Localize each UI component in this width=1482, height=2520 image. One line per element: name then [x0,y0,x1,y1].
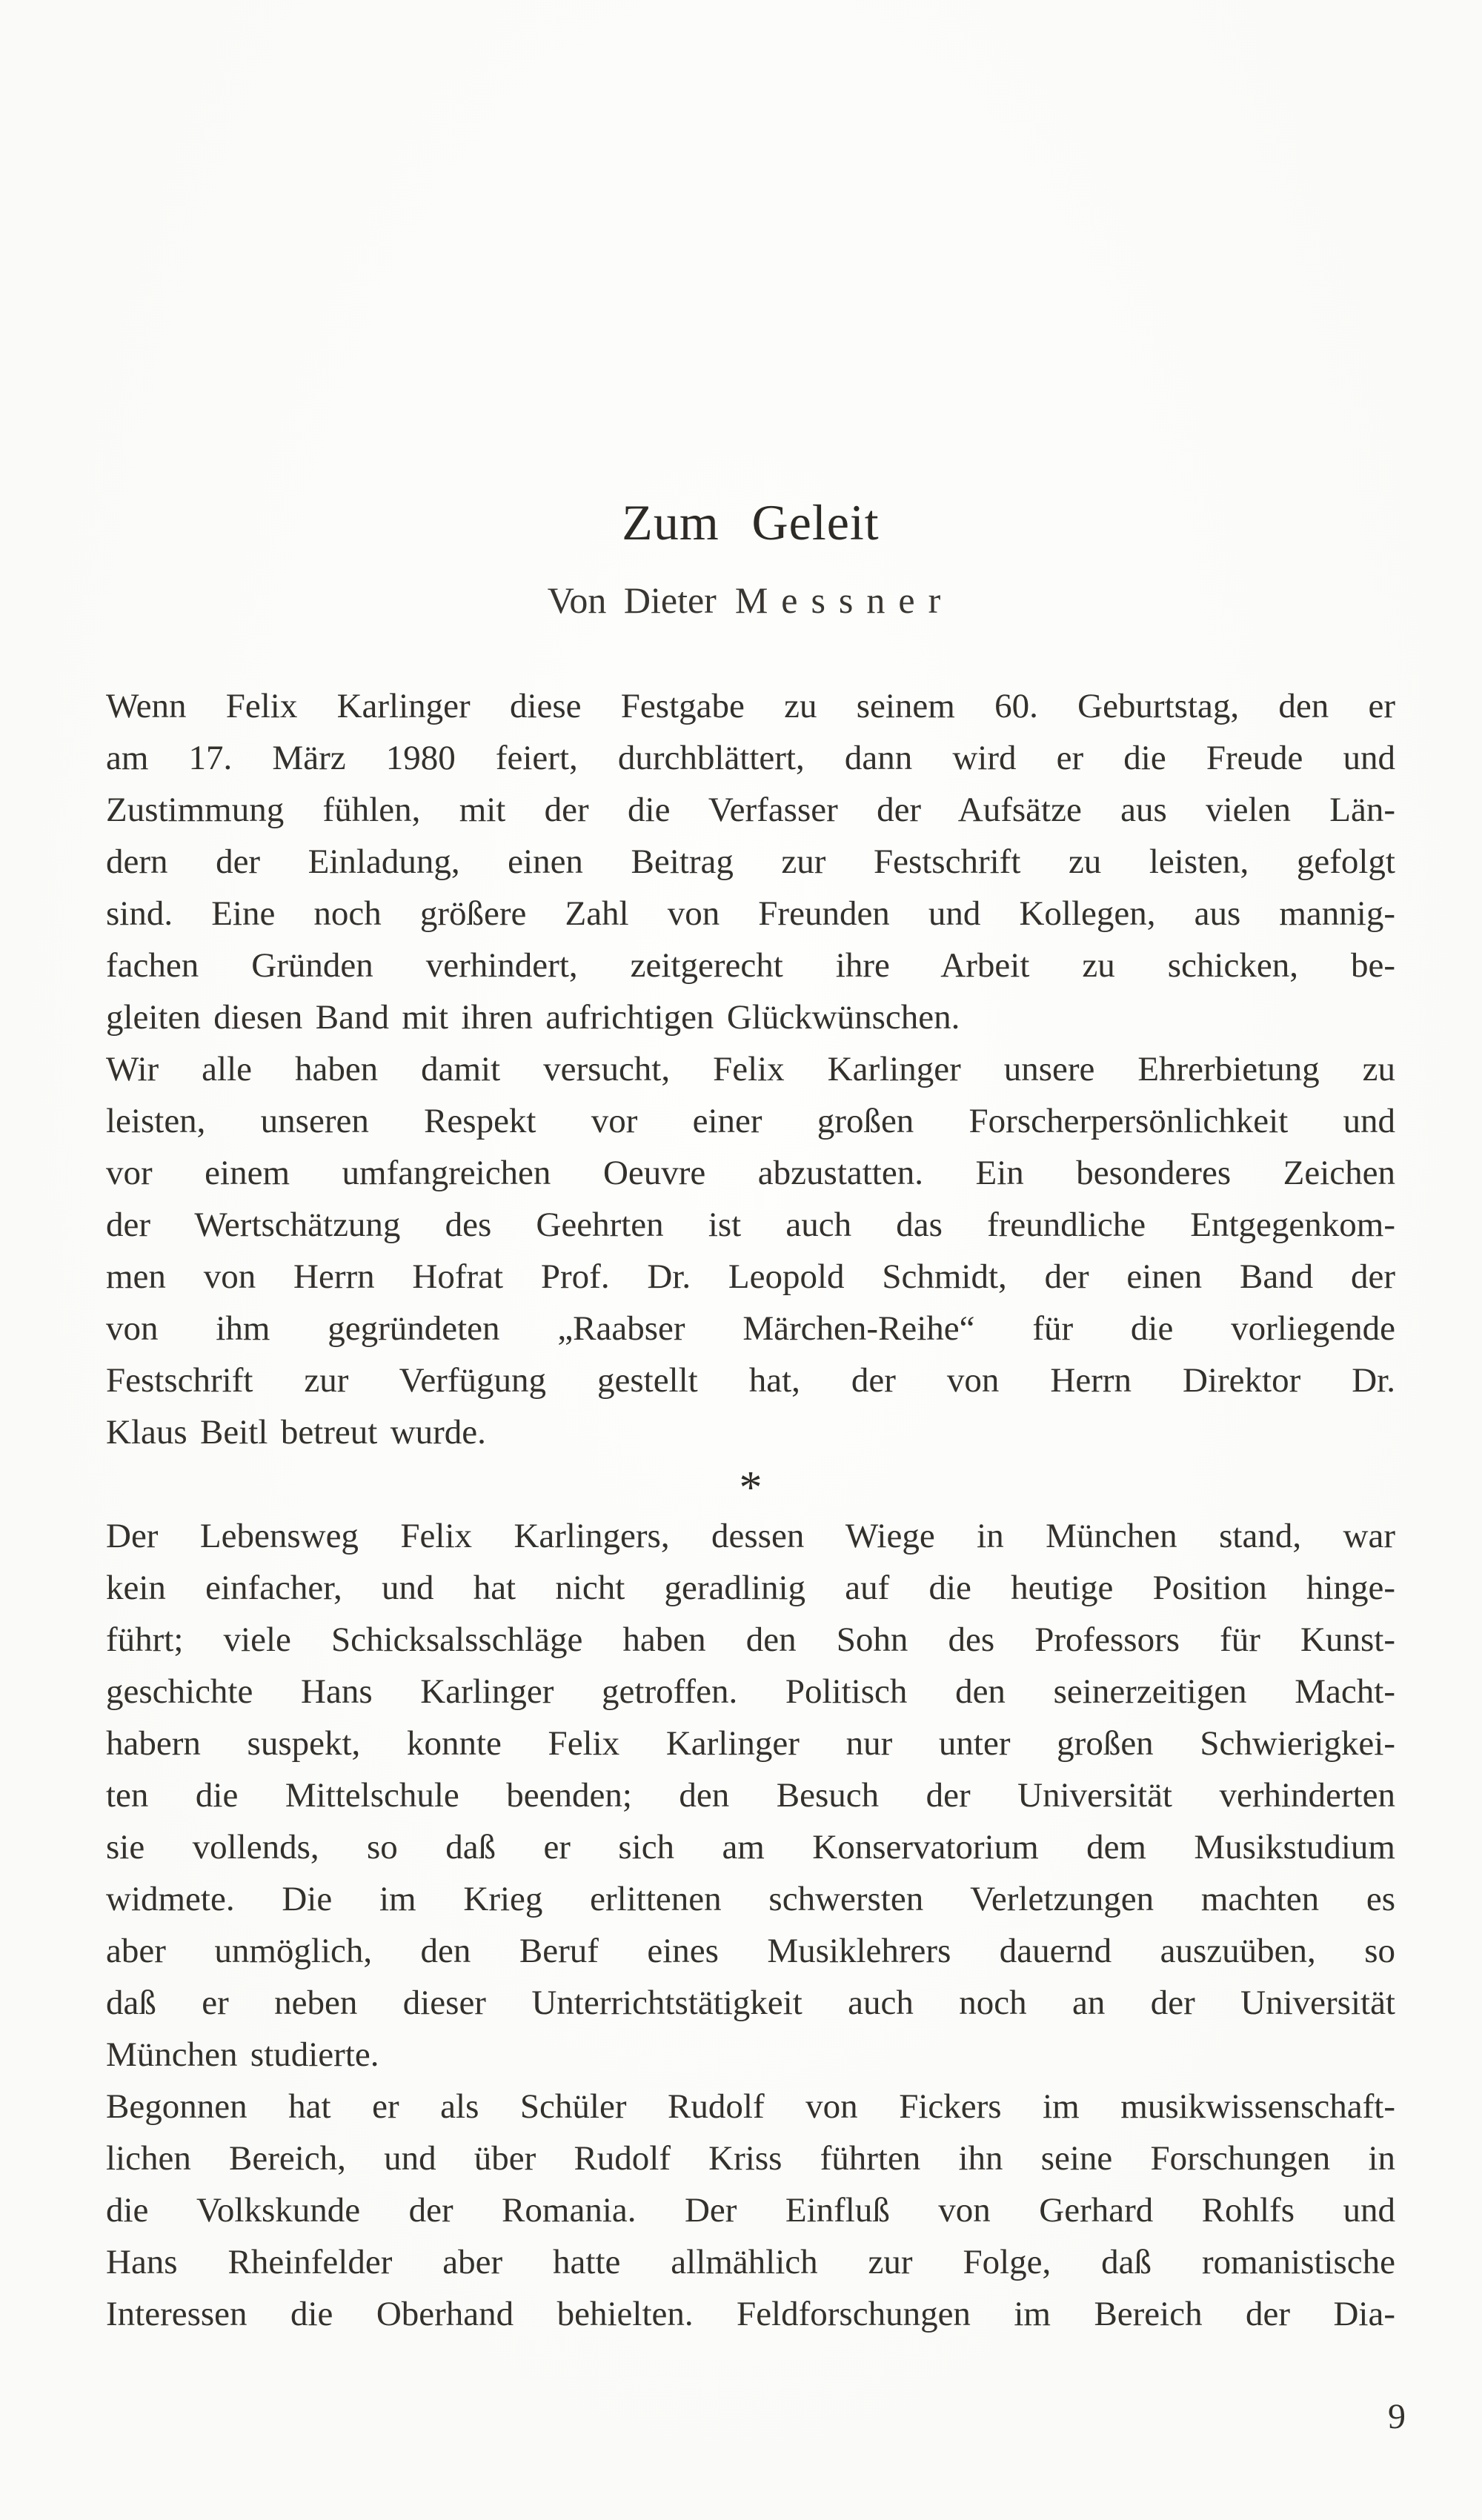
page-title: Zum Geleit [622,494,880,551]
text-line: Wir alle haben damit versucht, Felix Karlinger unsere Ehrerbietung zu [106,1050,1395,1088]
text-line: geschichte Hans Karlinger getroffen. Politisch den seinerzeitigen Macht- [106,1672,1395,1711]
section-separator-star: * [739,1463,762,1513]
text-line: gleiten diesen Band mit ihren aufrichtigen Glückwünschen. [106,998,960,1037]
text-line: fachen Gründen verhindert, zeitgerecht ihre Arbeit zu schicken, be- [106,946,1395,985]
text-line: die Volkskunde der Romania. Der Einfluß von Gerhard Rohlfs und [106,2191,1395,2230]
text-line: men von Herrn Hofrat Prof. Dr. Leopold Schmidt, der einen Band der [106,1257,1395,1296]
text-line: widmete. Die im Krieg erlittenen schwersten Verletzungen machten es [106,1880,1395,1918]
text-line: dern der Einladung, einen Beitrag zur Festschrift zu leisten, gefolgt [106,842,1395,881]
text-line: München studierte. [106,2035,379,2074]
text-line: Begonnen hat er als Schüler Rudolf von Fickers im musikwissenschaft- [106,2087,1395,2126]
text-line: habern suspekt, konnte Felix Karlinger nur unter großen Schwierigkei- [106,1724,1395,1763]
text-line: leisten, unseren Respekt vor einer großen Forscherpersönlichkeit und [106,1102,1395,1140]
text-line: sind. Eine noch größere Zahl von Freunden und Kollegen, aus mannig- [106,894,1395,933]
text-line: sie vollends, so daß er sich am Konservatorium dem Musikstudium [106,1828,1395,1866]
text-line: vor einem umfangreichen Oeuvre abzustatten. Ein besonderes Zeichen [106,1154,1395,1192]
text-line: ten die Mittelschule beenden; den Besuch der Universität verhinderten [106,1776,1395,1815]
text-line: Interessen die Oberhand behielten. Feldforschungen im Bereich der Dia- [106,2295,1395,2333]
text-line: von ihm gegründeten „Raabser Märchen-Reihe“ für die vorliegende [106,1309,1395,1348]
byline-prefix: Von Dieter [547,579,717,621]
text-line: Wenn Felix Karlinger diese Festgabe zu seinem 60. Geburtstag, den er [106,687,1395,725]
text-line: Klaus Beitl betreut wurde. [106,1413,486,1452]
author-name: Messner [734,579,954,621]
body-text [106,680,1395,2340]
text-line: Der Lebensweg Felix Karlingers, dessen Wiege in München stand, war [106,1517,1395,1555]
text-line: Hans Rheinfelder aber hatte allmählich zur Folge, daß romanistische [106,2243,1395,2281]
text-line: führt; viele Schicksalsschläge haben den Sohn des Professors für Kunst- [106,1620,1395,1659]
text-line: am 17. März 1980 feiert, durchblättert, dann wird er die Freude und [106,739,1395,777]
byline [106,580,1395,621]
text-line: der Wertschätzung des Geehrten ist auch das freundliche Entgegenkom- [106,1206,1395,1244]
page-number: 9 [1388,2397,1406,2436]
text-line: Zustimmung fühlen, mit der die Verfasser der Aufsätze aus vielen Län- [106,791,1395,829]
text-line: daß er neben dieser Unterrichtstätigkeit auch noch an der Universität [106,1984,1395,2022]
text-line: lichen Bereich, und über Rudolf Kriss führten ihn seine Forschungen in [106,2139,1395,2178]
text-line: aber unmöglich, den Beruf eines Musiklehrers dauernd auszuüben, so [106,1932,1395,1970]
heading-block [106,495,1395,551]
text-line: Festschrift zur Verfügung gestellt hat, der von Herrn Direktor Dr. [106,1361,1395,1400]
text-line: kein einfacher, und hat nicht geradlinig auf die heutige Position hinge- [106,1569,1395,1607]
